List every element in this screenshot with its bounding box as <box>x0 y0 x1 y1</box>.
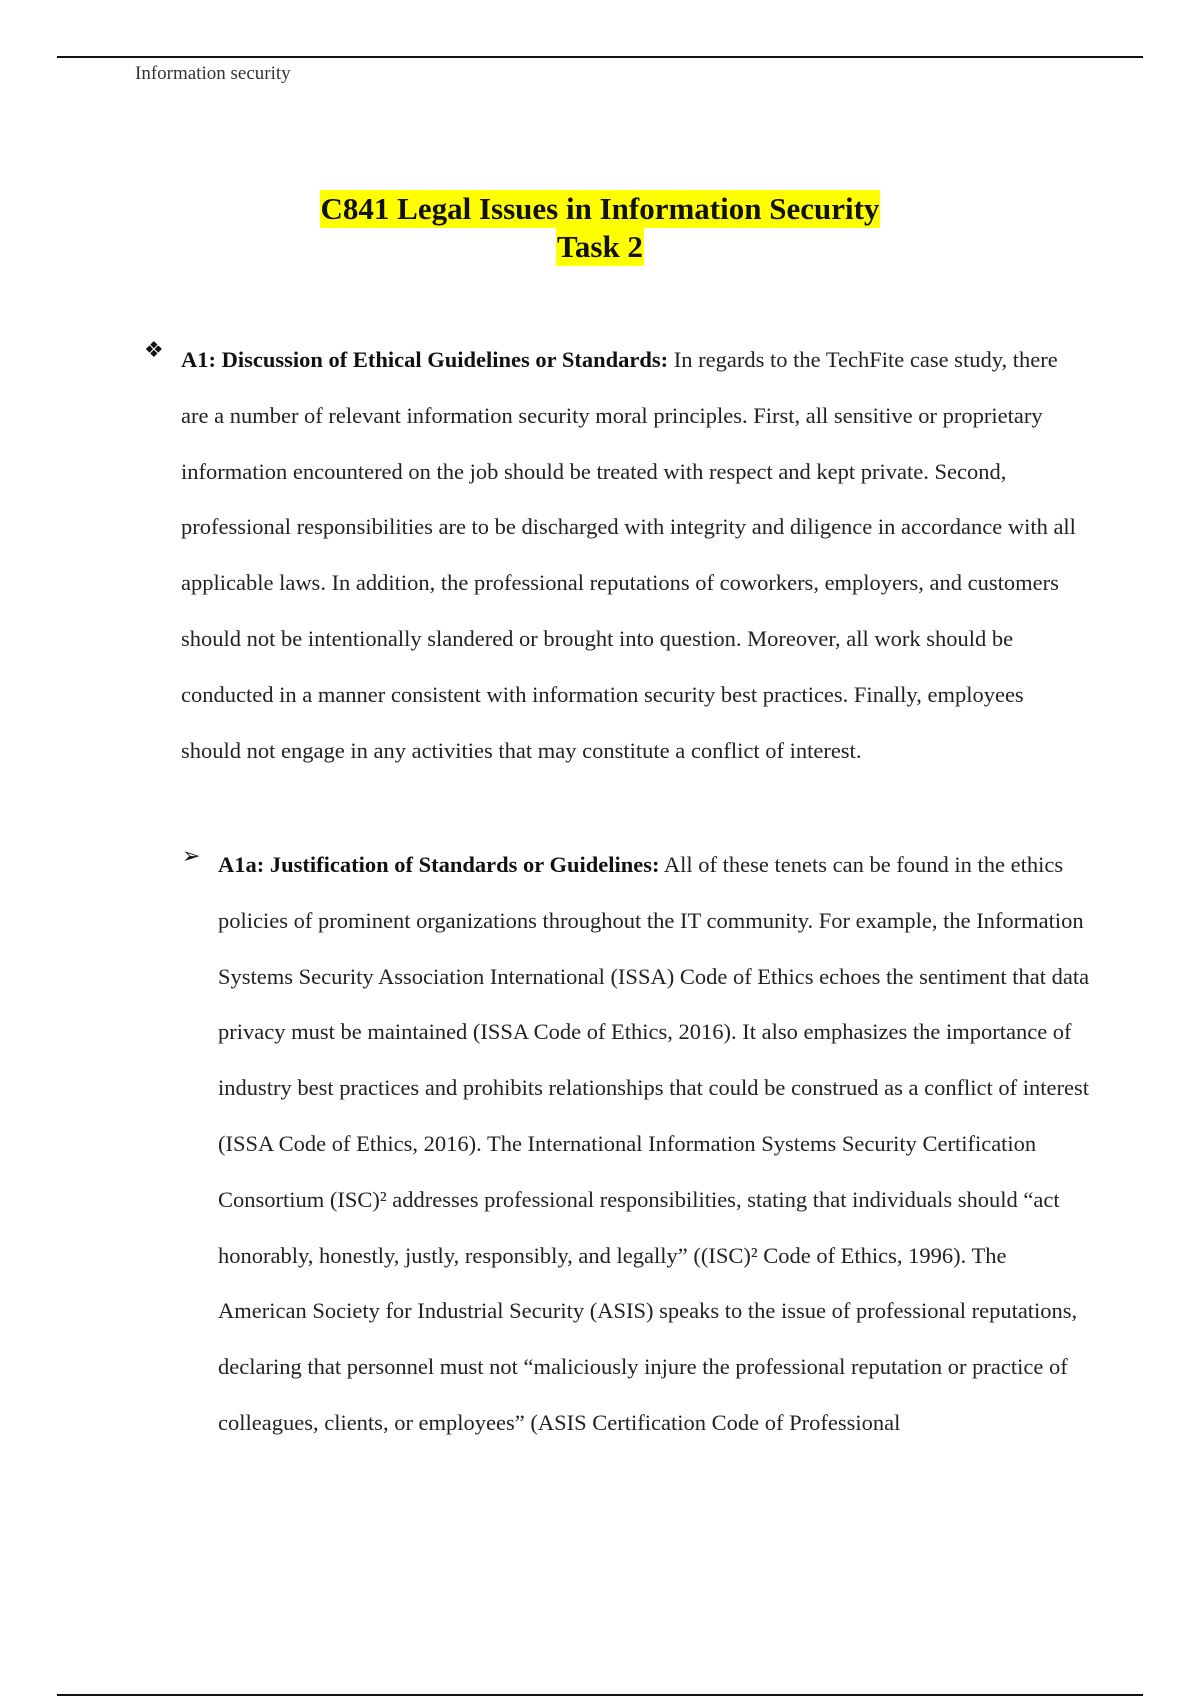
title-line-1: C841 Legal Issues in Information Security <box>320 191 880 226</box>
section-a1a-heading: A1a: Justification of Standards or Guidelines: <box>218 852 660 877</box>
section-a1-paragraph <box>181 332 1086 778</box>
diamond-bullet-icon: ❖ <box>144 337 164 362</box>
section-a1a-paragraph <box>218 837 1098 1451</box>
section-a1-body: In regards to the TechFite case study, there are a number of relevant information security moral principles. First, all sensitive or proprietary information encountered on the job should be treated with respect and kept private. Second, professional responsibilities are to be discharged with integrity and diligence in accordance with all applicable laws. In addition, the professional reputations of coworkers, employers, and customers should not be intentionally slandered or brought into question. Moreover, all work should be conducted in a manner consistent with information security best practices. Finally, employees should not engage in any activities that may constitute a conflict of interest. <box>181 347 1076 763</box>
header-rule <box>57 56 1143 58</box>
title-line-2: Task 2 <box>557 229 643 264</box>
document-title <box>0 190 1200 266</box>
footer-rule <box>57 1694 1143 1696</box>
section-a1a-body: All of these tenets can be found in the ethics policies of prominent organizations throughout the IT community. For example, the Information Systems Security Association International (ISSA) Code of Ethics echoes the sentiment that data privacy must be maintained (ISSA Code of Ethics, 2016). It also emphasizes the importance of industry best practices and prohibits relationships that could be construed as a conflict of interest (ISSA Code of Ethics, 2016). The International Information Systems Security Certification Consortium (ISC)² addresses professional responsibilities, stating that individuals should “act honorably, honestly, justly, responsibly, and legally” ((ISC)² Code of Ethics, 1996). The American Society for Industrial Security (ASIS) speaks to the issue of professional reputations, declaring that personnel must not “maliciously injure the professional reputation or practice of colleagues, clients, or employees” (ASIS Certification Code of Professional <box>218 852 1090 1435</box>
section-a1-heading: A1: Discussion of Ethical Guidelines or Standards: <box>181 347 669 372</box>
arrow-bullet-icon: ➢ <box>182 843 201 868</box>
running-head: Information security <box>135 63 291 84</box>
